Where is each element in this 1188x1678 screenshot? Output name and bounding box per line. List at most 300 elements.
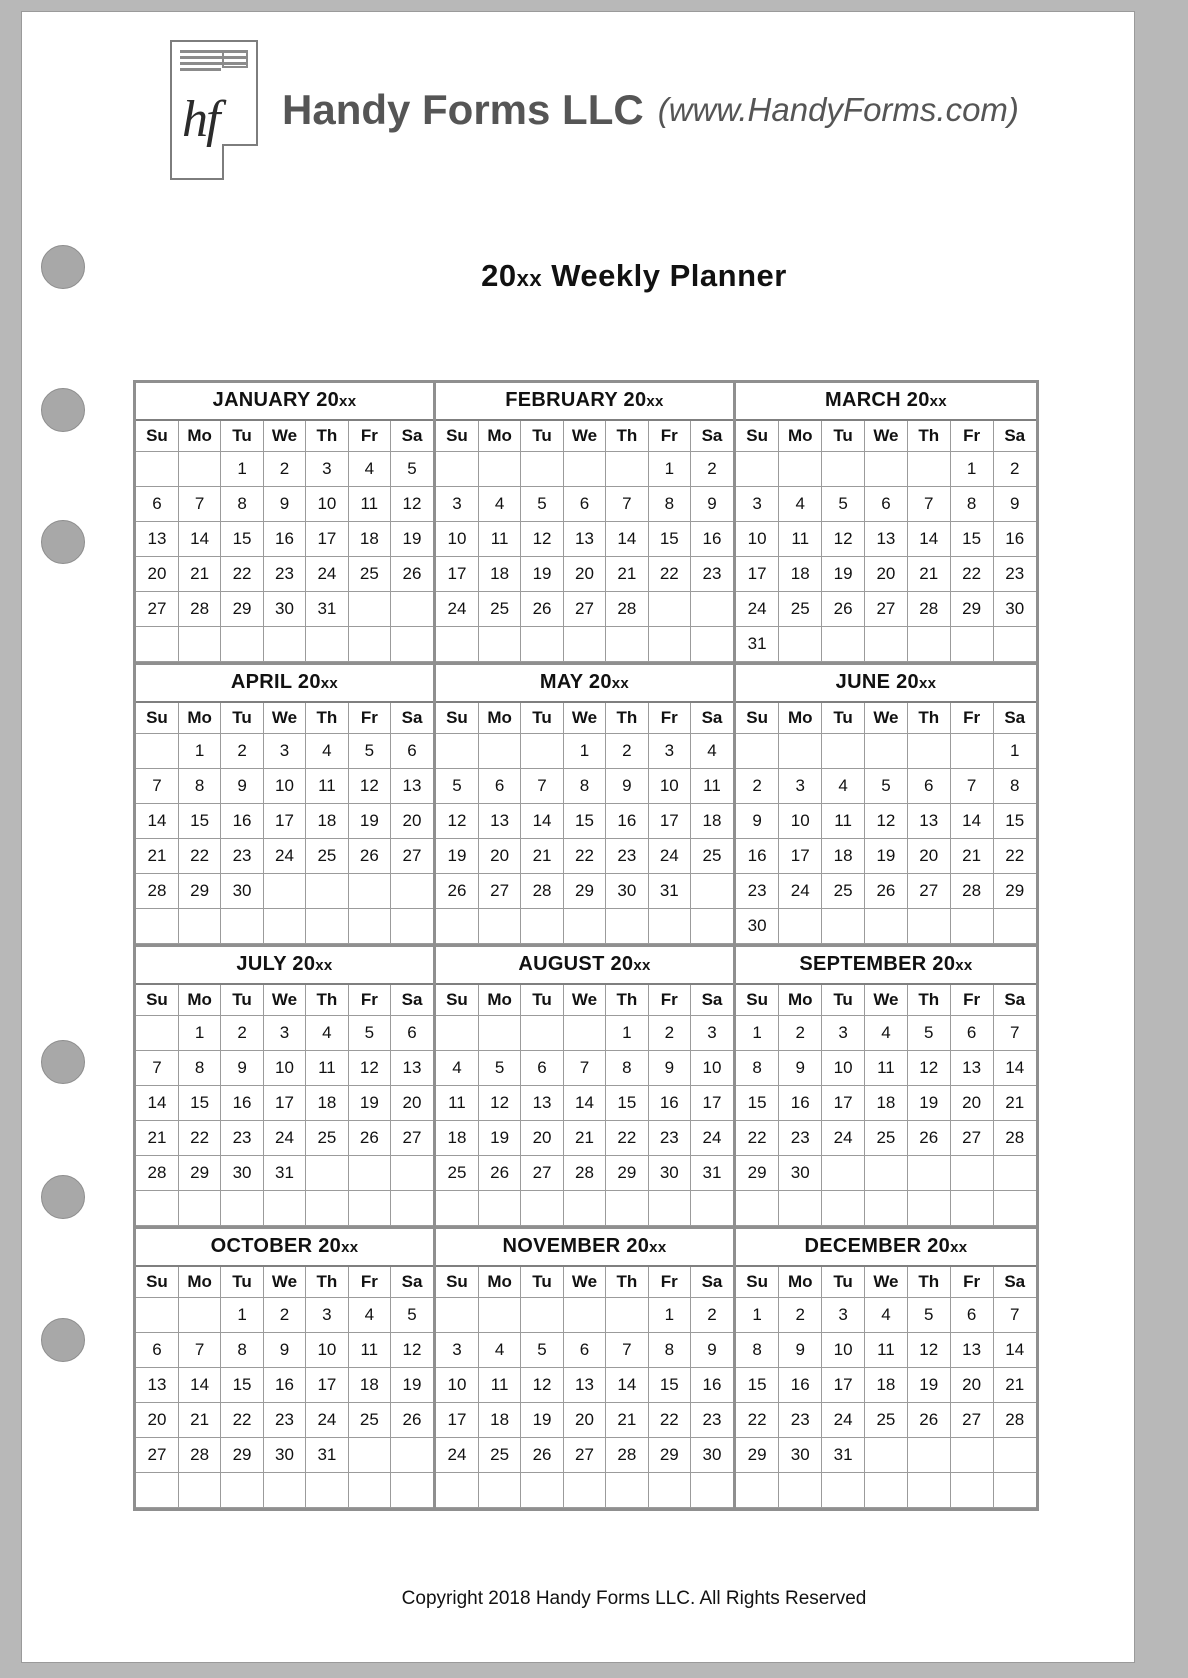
day-cell[interactable]: 25 [348, 557, 390, 592]
day-cell[interactable]: 24 [306, 557, 348, 592]
day-cell[interactable]: 24 [648, 839, 690, 874]
day-cell[interactable]: 27 [563, 592, 605, 627]
day-cell[interactable]: 15 [993, 804, 1036, 839]
day-cell[interactable]: 26 [391, 1403, 433, 1438]
day-cell[interactable]: 27 [950, 1403, 993, 1438]
day-cell[interactable]: 10 [306, 1333, 348, 1368]
day-cell[interactable]: 19 [822, 557, 865, 592]
day-cell[interactable]: 2 [263, 1298, 305, 1333]
day-cell[interactable]: 11 [306, 1051, 348, 1086]
day-cell[interactable]: 18 [306, 804, 348, 839]
day-cell[interactable]: 30 [606, 874, 648, 909]
day-cell[interactable]: 9 [691, 487, 733, 522]
day-cell[interactable]: 17 [263, 1086, 305, 1121]
day-cell[interactable]: 14 [563, 1086, 605, 1121]
day-cell[interactable]: 12 [865, 804, 908, 839]
day-cell[interactable]: 19 [907, 1368, 950, 1403]
day-cell[interactable]: 29 [178, 1156, 220, 1191]
day-cell[interactable]: 24 [822, 1121, 865, 1156]
day-cell[interactable]: 28 [993, 1403, 1036, 1438]
day-cell[interactable]: 23 [648, 1121, 690, 1156]
day-cell[interactable]: 21 [907, 557, 950, 592]
day-cell[interactable]: 10 [436, 1368, 478, 1403]
day-cell[interactable]: 12 [391, 1333, 433, 1368]
day-cell[interactable]: 1 [648, 1298, 690, 1333]
day-cell[interactable]: 9 [993, 487, 1036, 522]
day-cell[interactable]: 5 [348, 1016, 390, 1051]
day-cell[interactable]: 24 [736, 592, 779, 627]
day-cell[interactable]: 28 [950, 874, 993, 909]
day-cell[interactable]: 20 [136, 557, 178, 592]
day-cell[interactable]: 23 [779, 1121, 822, 1156]
day-cell[interactable]: 1 [178, 1016, 220, 1051]
day-cell[interactable]: 19 [348, 804, 390, 839]
day-cell[interactable]: 18 [436, 1121, 478, 1156]
day-cell[interactable]: 3 [779, 769, 822, 804]
day-cell[interactable]: 16 [263, 1368, 305, 1403]
day-cell[interactable]: 8 [736, 1051, 779, 1086]
day-cell[interactable]: 31 [648, 874, 690, 909]
day-cell[interactable]: 28 [136, 1156, 178, 1191]
day-cell[interactable]: 22 [993, 839, 1036, 874]
day-cell[interactable]: 23 [779, 1403, 822, 1438]
day-cell[interactable]: 31 [263, 1156, 305, 1191]
day-cell[interactable]: 18 [691, 804, 733, 839]
day-cell[interactable]: 24 [263, 839, 305, 874]
day-cell[interactable]: 17 [822, 1086, 865, 1121]
day-cell[interactable]: 7 [606, 487, 648, 522]
day-cell[interactable]: 29 [221, 1438, 263, 1473]
day-cell[interactable]: 17 [822, 1368, 865, 1403]
day-cell[interactable]: 29 [221, 592, 263, 627]
day-cell[interactable]: 19 [348, 1086, 390, 1121]
day-cell[interactable]: 28 [178, 1438, 220, 1473]
day-cell[interactable]: 5 [436, 769, 478, 804]
day-cell[interactable]: 2 [648, 1016, 690, 1051]
day-cell[interactable]: 18 [478, 557, 520, 592]
day-cell[interactable]: 30 [993, 592, 1036, 627]
day-cell[interactable]: 8 [221, 1333, 263, 1368]
day-cell[interactable]: 15 [221, 522, 263, 557]
day-cell[interactable]: 14 [950, 804, 993, 839]
day-cell[interactable]: 4 [348, 452, 390, 487]
day-cell[interactable]: 16 [691, 522, 733, 557]
day-cell[interactable]: 5 [478, 1051, 520, 1086]
day-cell[interactable]: 30 [263, 592, 305, 627]
day-cell[interactable]: 31 [736, 627, 779, 662]
day-cell[interactable]: 24 [822, 1403, 865, 1438]
day-cell[interactable]: 26 [822, 592, 865, 627]
day-cell[interactable]: 5 [521, 1333, 563, 1368]
day-cell[interactable]: 22 [736, 1403, 779, 1438]
day-cell[interactable]: 7 [136, 1051, 178, 1086]
day-cell[interactable]: 4 [779, 487, 822, 522]
day-cell[interactable]: 5 [391, 452, 433, 487]
day-cell[interactable]: 14 [993, 1333, 1036, 1368]
day-cell[interactable]: 22 [221, 557, 263, 592]
day-cell[interactable]: 21 [136, 839, 178, 874]
day-cell[interactable]: 29 [993, 874, 1036, 909]
day-cell[interactable]: 5 [391, 1298, 433, 1333]
day-cell[interactable]: 8 [950, 487, 993, 522]
day-cell[interactable]: 24 [436, 1438, 478, 1473]
day-cell[interactable]: 18 [478, 1403, 520, 1438]
day-cell[interactable]: 30 [779, 1156, 822, 1191]
day-cell[interactable]: 29 [606, 1156, 648, 1191]
day-cell[interactable]: 18 [865, 1368, 908, 1403]
day-cell[interactable]: 13 [907, 804, 950, 839]
day-cell[interactable]: 11 [306, 769, 348, 804]
day-cell[interactable]: 11 [348, 1333, 390, 1368]
day-cell[interactable]: 20 [136, 1403, 178, 1438]
day-cell[interactable]: 6 [391, 734, 433, 769]
day-cell[interactable]: 22 [221, 1403, 263, 1438]
day-cell[interactable]: 6 [907, 769, 950, 804]
day-cell[interactable]: 24 [779, 874, 822, 909]
day-cell[interactable]: 30 [263, 1438, 305, 1473]
day-cell[interactable]: 30 [736, 909, 779, 944]
day-cell[interactable]: 5 [907, 1298, 950, 1333]
day-cell[interactable]: 4 [865, 1298, 908, 1333]
day-cell[interactable]: 21 [563, 1121, 605, 1156]
day-cell[interactable]: 26 [907, 1121, 950, 1156]
day-cell[interactable]: 1 [606, 1016, 648, 1051]
day-cell[interactable]: 22 [648, 557, 690, 592]
day-cell[interactable]: 2 [691, 452, 733, 487]
day-cell[interactable]: 21 [178, 1403, 220, 1438]
day-cell[interactable]: 14 [993, 1051, 1036, 1086]
day-cell[interactable]: 18 [822, 839, 865, 874]
day-cell[interactable]: 3 [822, 1298, 865, 1333]
day-cell[interactable]: 25 [436, 1156, 478, 1191]
day-cell[interactable]: 23 [691, 557, 733, 592]
day-cell[interactable]: 25 [822, 874, 865, 909]
day-cell[interactable]: 30 [221, 1156, 263, 1191]
day-cell[interactable]: 3 [822, 1016, 865, 1051]
day-cell[interactable]: 21 [136, 1121, 178, 1156]
day-cell[interactable]: 3 [648, 734, 690, 769]
day-cell[interactable]: 27 [136, 592, 178, 627]
day-cell[interactable]: 17 [306, 1368, 348, 1403]
day-cell[interactable]: 23 [606, 839, 648, 874]
day-cell[interactable]: 25 [865, 1403, 908, 1438]
day-cell[interactable]: 8 [563, 769, 605, 804]
day-cell[interactable]: 28 [136, 874, 178, 909]
day-cell[interactable]: 1 [178, 734, 220, 769]
day-cell[interactable]: 15 [648, 522, 690, 557]
day-cell[interactable]: 28 [606, 592, 648, 627]
day-cell[interactable]: 6 [950, 1298, 993, 1333]
day-cell[interactable]: 2 [993, 452, 1036, 487]
day-cell[interactable]: 8 [221, 487, 263, 522]
day-cell[interactable]: 6 [563, 487, 605, 522]
day-cell[interactable]: 6 [950, 1016, 993, 1051]
day-cell[interactable]: 4 [348, 1298, 390, 1333]
day-cell[interactable]: 4 [306, 1016, 348, 1051]
day-cell[interactable]: 14 [178, 522, 220, 557]
day-cell[interactable]: 29 [736, 1438, 779, 1473]
day-cell[interactable]: 5 [865, 769, 908, 804]
day-cell[interactable]: 19 [436, 839, 478, 874]
day-cell[interactable]: 12 [436, 804, 478, 839]
day-cell[interactable]: 15 [736, 1086, 779, 1121]
day-cell[interactable]: 15 [950, 522, 993, 557]
day-cell[interactable]: 1 [736, 1016, 779, 1051]
day-cell[interactable]: 7 [136, 769, 178, 804]
day-cell[interactable]: 25 [478, 1438, 520, 1473]
day-cell[interactable]: 26 [436, 874, 478, 909]
day-cell[interactable]: 12 [521, 522, 563, 557]
day-cell[interactable]: 28 [606, 1438, 648, 1473]
day-cell[interactable]: 31 [691, 1156, 733, 1191]
day-cell[interactable]: 31 [306, 592, 348, 627]
day-cell[interactable]: 13 [521, 1086, 563, 1121]
day-cell[interactable]: 7 [993, 1016, 1036, 1051]
day-cell[interactable]: 14 [521, 804, 563, 839]
day-cell[interactable]: 25 [306, 839, 348, 874]
day-cell[interactable]: 13 [136, 522, 178, 557]
day-cell[interactable]: 14 [606, 522, 648, 557]
day-cell[interactable]: 20 [391, 804, 433, 839]
day-cell[interactable]: 16 [691, 1368, 733, 1403]
day-cell[interactable]: 27 [391, 1121, 433, 1156]
day-cell[interactable]: 2 [736, 769, 779, 804]
day-cell[interactable]: 23 [993, 557, 1036, 592]
day-cell[interactable]: 15 [563, 804, 605, 839]
day-cell[interactable]: 11 [691, 769, 733, 804]
day-cell[interactable]: 19 [478, 1121, 520, 1156]
day-cell[interactable]: 7 [606, 1333, 648, 1368]
day-cell[interactable]: 23 [221, 839, 263, 874]
day-cell[interactable]: 13 [950, 1333, 993, 1368]
day-cell[interactable]: 14 [907, 522, 950, 557]
day-cell[interactable]: 26 [865, 874, 908, 909]
day-cell[interactable]: 28 [563, 1156, 605, 1191]
day-cell[interactable]: 1 [221, 452, 263, 487]
day-cell[interactable]: 9 [221, 1051, 263, 1086]
day-cell[interactable]: 6 [136, 1333, 178, 1368]
day-cell[interactable]: 12 [348, 769, 390, 804]
day-cell[interactable]: 19 [391, 1368, 433, 1403]
day-cell[interactable]: 9 [648, 1051, 690, 1086]
day-cell[interactable]: 6 [391, 1016, 433, 1051]
day-cell[interactable]: 26 [521, 592, 563, 627]
day-cell[interactable]: 16 [736, 839, 779, 874]
day-cell[interactable]: 7 [950, 769, 993, 804]
day-cell[interactable]: 7 [178, 1333, 220, 1368]
day-cell[interactable]: 26 [521, 1438, 563, 1473]
day-cell[interactable]: 9 [779, 1333, 822, 1368]
day-cell[interactable]: 5 [907, 1016, 950, 1051]
day-cell[interactable]: 22 [606, 1121, 648, 1156]
day-cell[interactable]: 25 [691, 839, 733, 874]
day-cell[interactable]: 1 [563, 734, 605, 769]
day-cell[interactable]: 2 [691, 1298, 733, 1333]
day-cell[interactable]: 11 [822, 804, 865, 839]
day-cell[interactable]: 4 [478, 487, 520, 522]
day-cell[interactable]: 22 [178, 1121, 220, 1156]
day-cell[interactable]: 3 [436, 1333, 478, 1368]
day-cell[interactable]: 3 [691, 1016, 733, 1051]
day-cell[interactable]: 27 [391, 839, 433, 874]
day-cell[interactable]: 27 [136, 1438, 178, 1473]
day-cell[interactable]: 20 [907, 839, 950, 874]
day-cell[interactable]: 8 [648, 487, 690, 522]
day-cell[interactable]: 30 [648, 1156, 690, 1191]
day-cell[interactable]: 26 [391, 557, 433, 592]
day-cell[interactable]: 9 [221, 769, 263, 804]
day-cell[interactable]: 10 [648, 769, 690, 804]
day-cell[interactable]: 16 [263, 522, 305, 557]
day-cell[interactable]: 21 [606, 1403, 648, 1438]
day-cell[interactable]: 22 [563, 839, 605, 874]
day-cell[interactable]: 15 [221, 1368, 263, 1403]
day-cell[interactable]: 7 [907, 487, 950, 522]
day-cell[interactable]: 4 [478, 1333, 520, 1368]
day-cell[interactable]: 26 [348, 839, 390, 874]
day-cell[interactable]: 4 [822, 769, 865, 804]
day-cell[interactable]: 21 [178, 557, 220, 592]
day-cell[interactable]: 10 [736, 522, 779, 557]
day-cell[interactable]: 8 [606, 1051, 648, 1086]
day-cell[interactable]: 10 [306, 487, 348, 522]
day-cell[interactable]: 7 [178, 487, 220, 522]
day-cell[interactable]: 17 [436, 557, 478, 592]
day-cell[interactable]: 16 [221, 1086, 263, 1121]
day-cell[interactable]: 16 [779, 1368, 822, 1403]
day-cell[interactable]: 16 [221, 804, 263, 839]
day-cell[interactable]: 11 [436, 1086, 478, 1121]
day-cell[interactable]: 18 [348, 522, 390, 557]
day-cell[interactable]: 5 [521, 487, 563, 522]
day-cell[interactable]: 15 [178, 1086, 220, 1121]
day-cell[interactable]: 24 [306, 1403, 348, 1438]
day-cell[interactable]: 25 [478, 592, 520, 627]
day-cell[interactable]: 1 [736, 1298, 779, 1333]
day-cell[interactable]: 29 [648, 1438, 690, 1473]
day-cell[interactable]: 17 [691, 1086, 733, 1121]
day-cell[interactable]: 20 [950, 1086, 993, 1121]
day-cell[interactable]: 5 [822, 487, 865, 522]
day-cell[interactable]: 25 [779, 592, 822, 627]
day-cell[interactable]: 19 [521, 1403, 563, 1438]
day-cell[interactable]: 21 [950, 839, 993, 874]
day-cell[interactable]: 4 [691, 734, 733, 769]
day-cell[interactable]: 14 [136, 804, 178, 839]
day-cell[interactable]: 20 [478, 839, 520, 874]
day-cell[interactable]: 5 [348, 734, 390, 769]
day-cell[interactable]: 9 [736, 804, 779, 839]
day-cell[interactable]: 3 [736, 487, 779, 522]
day-cell[interactable]: 4 [865, 1016, 908, 1051]
day-cell[interactable]: 3 [263, 734, 305, 769]
day-cell[interactable]: 23 [691, 1403, 733, 1438]
day-cell[interactable]: 17 [306, 522, 348, 557]
day-cell[interactable]: 13 [391, 1051, 433, 1086]
day-cell[interactable]: 14 [606, 1368, 648, 1403]
day-cell[interactable]: 10 [263, 769, 305, 804]
day-cell[interactable]: 22 [736, 1121, 779, 1156]
day-cell[interactable]: 2 [779, 1016, 822, 1051]
day-cell[interactable]: 27 [563, 1438, 605, 1473]
day-cell[interactable]: 3 [263, 1016, 305, 1051]
day-cell[interactable]: 17 [263, 804, 305, 839]
day-cell[interactable]: 19 [865, 839, 908, 874]
day-cell[interactable]: 27 [865, 592, 908, 627]
day-cell[interactable]: 13 [563, 522, 605, 557]
day-cell[interactable]: 12 [348, 1051, 390, 1086]
day-cell[interactable]: 7 [563, 1051, 605, 1086]
day-cell[interactable]: 30 [221, 874, 263, 909]
day-cell[interactable]: 30 [691, 1438, 733, 1473]
day-cell[interactable]: 13 [950, 1051, 993, 1086]
day-cell[interactable]: 3 [306, 1298, 348, 1333]
day-cell[interactable]: 8 [736, 1333, 779, 1368]
day-cell[interactable]: 3 [306, 452, 348, 487]
day-cell[interactable]: 7 [521, 769, 563, 804]
day-cell[interactable]: 9 [779, 1051, 822, 1086]
day-cell[interactable]: 15 [736, 1368, 779, 1403]
day-cell[interactable]: 20 [391, 1086, 433, 1121]
day-cell[interactable]: 28 [993, 1121, 1036, 1156]
day-cell[interactable]: 20 [950, 1368, 993, 1403]
day-cell[interactable]: 4 [436, 1051, 478, 1086]
day-cell[interactable]: 17 [648, 804, 690, 839]
day-cell[interactable]: 22 [950, 557, 993, 592]
day-cell[interactable]: 15 [178, 804, 220, 839]
day-cell[interactable]: 12 [478, 1086, 520, 1121]
day-cell[interactable]: 13 [136, 1368, 178, 1403]
day-cell[interactable]: 9 [606, 769, 648, 804]
day-cell[interactable]: 2 [221, 1016, 263, 1051]
day-cell[interactable]: 3 [436, 487, 478, 522]
day-cell[interactable]: 11 [779, 522, 822, 557]
day-cell[interactable]: 12 [391, 487, 433, 522]
day-cell[interactable]: 13 [391, 769, 433, 804]
day-cell[interactable]: 20 [521, 1121, 563, 1156]
day-cell[interactable]: 10 [691, 1051, 733, 1086]
day-cell[interactable]: 1 [993, 734, 1036, 769]
day-cell[interactable]: 19 [521, 557, 563, 592]
day-cell[interactable]: 25 [306, 1121, 348, 1156]
day-cell[interactable]: 7 [993, 1298, 1036, 1333]
day-cell[interactable]: 27 [907, 874, 950, 909]
day-cell[interactable]: 6 [478, 769, 520, 804]
day-cell[interactable]: 21 [521, 839, 563, 874]
day-cell[interactable]: 20 [563, 1403, 605, 1438]
day-cell[interactable]: 24 [436, 592, 478, 627]
day-cell[interactable]: 8 [178, 1051, 220, 1086]
day-cell[interactable]: 11 [865, 1333, 908, 1368]
day-cell[interactable]: 4 [306, 734, 348, 769]
day-cell[interactable]: 21 [993, 1368, 1036, 1403]
day-cell[interactable]: 11 [478, 1368, 520, 1403]
day-cell[interactable]: 27 [950, 1121, 993, 1156]
day-cell[interactable]: 10 [822, 1051, 865, 1086]
day-cell[interactable]: 26 [478, 1156, 520, 1191]
day-cell[interactable]: 12 [521, 1368, 563, 1403]
day-cell[interactable]: 29 [563, 874, 605, 909]
day-cell[interactable]: 28 [907, 592, 950, 627]
day-cell[interactable]: 25 [348, 1403, 390, 1438]
day-cell[interactable]: 11 [348, 487, 390, 522]
day-cell[interactable]: 1 [950, 452, 993, 487]
day-cell[interactable]: 14 [136, 1086, 178, 1121]
day-cell[interactable]: 11 [865, 1051, 908, 1086]
day-cell[interactable]: 8 [648, 1333, 690, 1368]
day-cell[interactable]: 8 [993, 769, 1036, 804]
day-cell[interactable]: 29 [178, 874, 220, 909]
